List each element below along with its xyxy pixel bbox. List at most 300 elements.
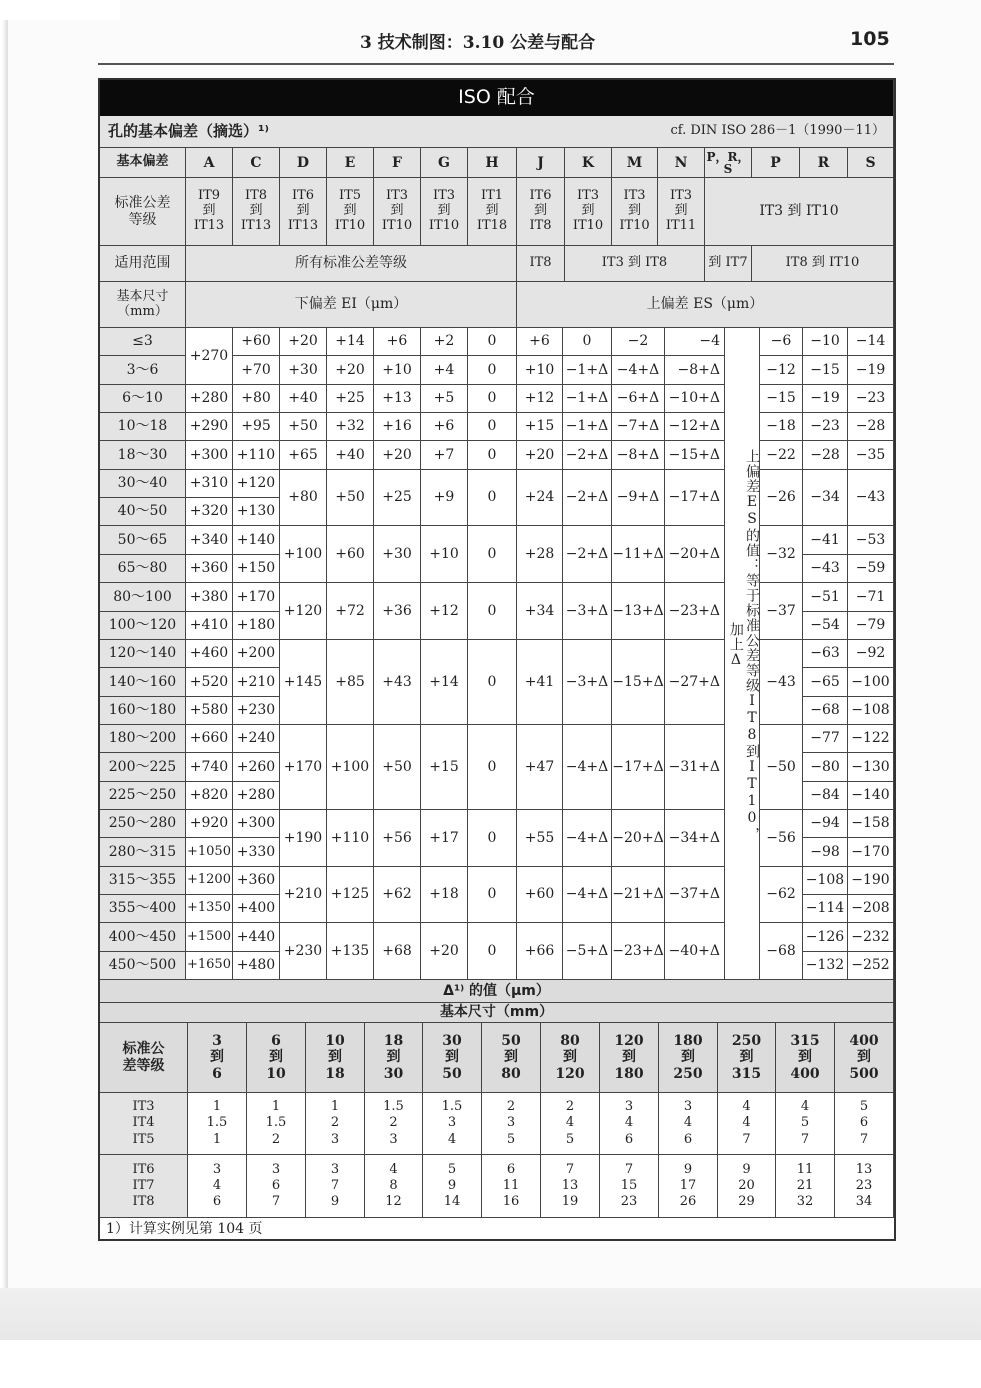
value-cell-R: −23	[803, 413, 848, 441]
delta-value: 2 3 5	[482, 1093, 541, 1155]
value-cell-S: −53	[848, 526, 894, 555]
delta-title: Δ¹⁾ 的值（μm）	[100, 980, 894, 1003]
value-cell-M: −9+Δ	[612, 470, 665, 526]
value-cell-A: +360	[186, 555, 233, 583]
value-cell-S: −108	[848, 697, 894, 725]
value-cell-G: +15	[421, 725, 468, 810]
value-cell-A: +380	[186, 583, 233, 612]
tolerance-grade-cell: IT6 到 IT13	[280, 178, 327, 246]
delta-value: 4 5 7	[776, 1093, 835, 1155]
value-cell-A: +460	[186, 640, 233, 668]
value-cell-H: 0	[468, 356, 517, 385]
value-cell-C: +70	[233, 356, 280, 385]
size-cell: 100～120	[100, 612, 186, 640]
value-cell-A: +1050	[186, 838, 233, 867]
value-cell-C: +360	[233, 867, 280, 895]
value-cell-R: −65	[803, 668, 848, 697]
value-cell-R: −126	[803, 923, 848, 952]
value-cell-R: −94	[803, 810, 848, 838]
size-cell: 3～6	[100, 356, 186, 385]
value-cell-D: +210	[280, 867, 327, 923]
value-cell-A: +580	[186, 697, 233, 725]
value-cell-M: −11+Δ	[612, 526, 665, 583]
value-cell-S: −158	[848, 810, 894, 838]
value-cell-G: +6	[421, 413, 468, 441]
value-cell-D: +65	[280, 441, 327, 470]
value-cell-A: +300	[186, 441, 233, 470]
value-cell-F: +50	[374, 725, 421, 810]
value-cell-K: −1+Δ	[563, 356, 612, 385]
delta-value: 7 15 23	[600, 1155, 659, 1218]
scan-margin-bottom	[0, 1340, 981, 1388]
value-cell-K: −2+Δ	[563, 470, 612, 526]
value-cell-R: −108	[803, 867, 848, 895]
size-cell: 355～400	[100, 895, 186, 923]
col-header: J	[517, 148, 565, 178]
value-cell-J: +24	[517, 470, 563, 526]
size-cell: 6～10	[100, 385, 186, 413]
value-cell-S: −43	[848, 470, 894, 526]
value-cell-F: +43	[374, 640, 421, 725]
delta-value: 11 21 32	[776, 1155, 835, 1218]
value-cell-F: +20	[374, 441, 421, 470]
value-cell-C: +95	[233, 413, 280, 441]
tolerance-grade-cell: IT3 到 IT10	[565, 178, 612, 246]
value-cell-A: +320	[186, 498, 233, 526]
value-cell-S: −19	[848, 356, 894, 385]
delta-value: 1.5 2 3	[365, 1093, 423, 1155]
value-cell-C: +280	[233, 782, 280, 810]
value-cell-C: +130	[233, 498, 280, 526]
value-cell-J: +66	[517, 923, 563, 980]
size-cell: 80～100	[100, 583, 186, 612]
size-cell: 280～315	[100, 838, 186, 867]
delta-value: 9 17 26	[659, 1155, 718, 1218]
size-cell: 140～160	[100, 668, 186, 697]
value-cell-S: −100	[848, 668, 894, 697]
value-cell-K: −4+Δ	[563, 810, 612, 867]
delta-range-header: 30 到 50	[423, 1023, 482, 1093]
value-cell-C: +140	[233, 526, 280, 555]
value-cell-E: +50	[327, 470, 374, 526]
value-cell-F: +10	[374, 356, 421, 385]
lower-deviation-header: 下偏差 EI（μm）	[186, 282, 517, 328]
value-cell-C: +400	[233, 895, 280, 923]
value-cell-R: −63	[803, 640, 848, 668]
value-cell-P: −6	[760, 328, 803, 356]
subtitle-left: 孔的基本偏差（摘选）¹⁾	[108, 121, 269, 140]
size-cell: 400～450	[100, 923, 186, 952]
value-cell-F: +36	[374, 583, 421, 640]
value-cell-R: −68	[803, 697, 848, 725]
tolerance-grade-cell: IT3 到 IT10	[612, 178, 658, 246]
col-header: S	[848, 148, 894, 178]
value-cell-R: −98	[803, 838, 848, 867]
value-cell-C: +200	[233, 640, 280, 668]
value-cell-J: +47	[517, 725, 563, 810]
value-cell-P: −37	[760, 583, 803, 640]
value-cell-N: −27+Δ	[665, 640, 725, 725]
col-header: R	[800, 148, 848, 178]
value-cell-G: +20	[421, 923, 468, 980]
value-cell-S: −252	[848, 952, 894, 980]
value-cell-E: +110	[327, 810, 374, 867]
value-cell-R: −41	[803, 526, 848, 555]
value-cell-A: +310	[186, 470, 233, 498]
value-cell-A: +1500	[186, 923, 233, 952]
value-cell-N: −40+Δ	[665, 923, 725, 980]
value-cell-A: +410	[186, 612, 233, 640]
value-cell-C: +170	[233, 583, 280, 612]
value-cell-P: −12	[760, 356, 803, 385]
delta-range-header: 400 到 500	[835, 1023, 894, 1093]
delta-range-header: 180 到 250	[659, 1023, 718, 1093]
value-cell-G: +4	[421, 356, 468, 385]
size-cell: 30～40	[100, 470, 186, 498]
upper-deviation-header: 上偏差 ES（μm）	[517, 282, 894, 328]
value-cell-E: +40	[327, 441, 374, 470]
range-kmn: IT3 到 IT8	[565, 246, 705, 282]
value-cell-C: +240	[233, 725, 280, 753]
col-header: A	[186, 148, 233, 178]
value-cell-J: +55	[517, 810, 563, 867]
value-cell-M: −6+Δ	[612, 385, 665, 413]
value-cell-R: −132	[803, 952, 848, 980]
value-cell-D: +40	[280, 385, 327, 413]
tolerance-grade-cell: IT3 到 IT10	[374, 178, 421, 246]
value-cell-N: −17+Δ	[665, 470, 725, 526]
delta-value: 4 8 12	[365, 1155, 423, 1218]
value-cell-S: −122	[848, 725, 894, 753]
delta-value: 9 20 29	[718, 1155, 776, 1218]
value-cell-N: −4	[665, 328, 725, 356]
value-cell-A: +820	[186, 782, 233, 810]
subtitle-right: cf. DIN ISO 286－1（1990－11）	[670, 123, 885, 139]
value-cell-H: 0	[468, 328, 517, 356]
value-cell-P: −43	[760, 640, 803, 725]
value-cell-R: −10	[803, 328, 848, 356]
value-cell-E: +60	[327, 526, 374, 583]
value-cell-R: −28	[803, 441, 848, 470]
value-cell-A: +290	[186, 413, 233, 441]
value-cell-A: +920	[186, 810, 233, 838]
value-cell-M: −4+Δ	[612, 356, 665, 385]
value-cell-G: +9	[421, 470, 468, 526]
value-cell-A: +1650	[186, 952, 233, 980]
value-cell-J: +20	[517, 441, 563, 470]
size-cell: 10～18	[100, 413, 186, 441]
value-cell-S: −190	[848, 867, 894, 895]
value-cell-C: +150	[233, 555, 280, 583]
delta-value: 3 4 6	[600, 1093, 659, 1155]
value-cell-K: −3+Δ	[563, 640, 612, 725]
value-cell-R: −15	[803, 356, 848, 385]
col-header: P	[752, 148, 800, 178]
delta-value: 7 13 19	[541, 1155, 600, 1218]
row-label-tolerance-grade: 标准公差等级	[100, 178, 186, 246]
row-label-basic-deviation: 基本偏差	[100, 148, 186, 178]
value-cell-D: +50	[280, 413, 327, 441]
value-cell-R: −84	[803, 782, 848, 810]
value-cell-M: −13+Δ	[612, 583, 665, 640]
size-cell: 120～140	[100, 640, 186, 668]
value-cell-P: −68	[760, 923, 803, 980]
delta-value: 3 4 6	[188, 1155, 247, 1218]
col-header: N	[658, 148, 705, 178]
value-cell-C: +60	[233, 328, 280, 356]
value-cell-J: +12	[517, 385, 563, 413]
delta-value: 6 11 16	[482, 1155, 541, 1218]
value-cell-P: −22	[760, 441, 803, 470]
value-cell-G: +14	[421, 640, 468, 725]
value-cell-N: −20+Δ	[665, 526, 725, 583]
value-cell-D: +80	[280, 470, 327, 526]
value-cell-D: +170	[280, 725, 327, 810]
tolerance-grade-cell: IT3 到 IT11	[658, 178, 705, 246]
scan-shadow	[0, 1288, 981, 1340]
value-cell-G: +17	[421, 810, 468, 867]
size-cell: 315～355	[100, 867, 186, 895]
range-all: 所有标准公差等级	[186, 246, 517, 282]
delta-group2-label: IT6 IT7 IT8	[100, 1155, 188, 1218]
value-cell-F: +62	[374, 867, 421, 923]
value-cell-H: 0	[468, 923, 517, 980]
value-cell-N: −8+Δ	[665, 356, 725, 385]
value-cell-N: −23+Δ	[665, 583, 725, 640]
col-header: H	[468, 148, 517, 178]
delta-value: 1.5 3 4	[423, 1093, 482, 1155]
value-cell-A: +280	[186, 385, 233, 413]
value-cell-P: −62	[760, 867, 803, 923]
row-label-range: 适用范围	[100, 246, 186, 282]
delta-range-header: 18 到 30	[365, 1023, 423, 1093]
size-cell: 18～30	[100, 441, 186, 470]
delta-range-header: 6 到 10	[247, 1023, 306, 1093]
delta-value: 3 6 7	[247, 1155, 306, 1218]
tolerance-grade-cell: IT3 到 IT10	[421, 178, 468, 246]
value-cell-R: −114	[803, 895, 848, 923]
value-cell-P: −32	[760, 526, 803, 583]
value-cell-N: −31+Δ	[665, 725, 725, 810]
value-cell-M: −21+Δ	[612, 867, 665, 923]
value-cell-G: +10	[421, 526, 468, 583]
value-cell-C: +110	[233, 441, 280, 470]
value-cell-K: −2+Δ	[563, 526, 612, 583]
delta-range-header: 315 到 400	[776, 1023, 835, 1093]
value-cell-A: +740	[186, 753, 233, 782]
table-title: ISO 配合	[100, 80, 894, 116]
value-cell-C: +230	[233, 697, 280, 725]
delta-value: 1 2 3	[306, 1093, 365, 1155]
value-cell-K: −4+Δ	[563, 867, 612, 923]
value-cell-F: +16	[374, 413, 421, 441]
value-cell-E: +32	[327, 413, 374, 441]
value-cell-K: −3+Δ	[563, 583, 612, 640]
delta-value: 1 1.5 1	[188, 1093, 247, 1155]
value-cell-S: −59	[848, 555, 894, 583]
value-cell-D: +190	[280, 810, 327, 867]
value-cell-S: −23	[848, 385, 894, 413]
value-cell-G: +12	[421, 583, 468, 640]
value-cell-E: +85	[327, 640, 374, 725]
value-cell-F: +13	[374, 385, 421, 413]
value-cell-S: −92	[848, 640, 894, 668]
value-cell-H: 0	[468, 583, 517, 640]
delta-range-header: 10 到 18	[306, 1023, 365, 1093]
size-cell: 50～65	[100, 526, 186, 555]
value-cell-C: +260	[233, 753, 280, 782]
value-cell-H: 0	[468, 526, 517, 583]
value-cell-A: +520	[186, 668, 233, 697]
value-cell-C: +480	[233, 952, 280, 980]
value-cell-J: +41	[517, 640, 563, 725]
size-cell: ≤3	[100, 328, 186, 356]
value-cell-J: +60	[517, 867, 563, 923]
value-cell-H: 0	[468, 810, 517, 867]
size-cell: 200～225	[100, 753, 186, 782]
value-cell-H: 0	[468, 413, 517, 441]
section-header: 3 技术制图：3.10 公差与配合	[360, 33, 596, 53]
value-cell-M: −7+Δ	[612, 413, 665, 441]
col-header: P，R，S	[705, 148, 752, 178]
value-cell-J: +6	[517, 328, 563, 356]
delta-range-header: 80 到 120	[541, 1023, 600, 1093]
value-cell-J: +34	[517, 583, 563, 640]
delta-value: 5 9 14	[423, 1155, 482, 1218]
size-cell: 250～280	[100, 810, 186, 838]
value-cell-R: −80	[803, 753, 848, 782]
value-cell-N: −34+Δ	[665, 810, 725, 867]
col-header: F	[374, 148, 421, 178]
size-cell: 180～200	[100, 725, 186, 753]
value-cell-G: +5	[421, 385, 468, 413]
value-cell-K: −2+Δ	[563, 441, 612, 470]
value-cell-H: 0	[468, 867, 517, 923]
value-cell-K: 0	[563, 328, 612, 356]
value-cell-E: +100	[327, 725, 374, 810]
value-cell-E: +20	[327, 356, 374, 385]
footnote: 1）计算实例见第 104 页	[100, 1218, 894, 1240]
tolerance-grade-cell: IT8 到 IT13	[233, 178, 280, 246]
value-cell-H: 0	[468, 725, 517, 810]
value-cell-S: −14	[848, 328, 894, 356]
value-cell-C: +330	[233, 838, 280, 867]
value-cell-S: −170	[848, 838, 894, 867]
value-cell-R: −54	[803, 612, 848, 640]
value-cell-M: −20+Δ	[612, 810, 665, 867]
delta-value: 2 4 5	[541, 1093, 600, 1155]
value-cell-D: +100	[280, 526, 327, 583]
range-j: IT8	[517, 246, 565, 282]
col-header: D	[280, 148, 327, 178]
delta-range-header: 50 到 80	[482, 1023, 541, 1093]
value-cell-S: −130	[848, 753, 894, 782]
delta-group1-label: IT3 IT4 IT5	[100, 1093, 188, 1155]
value-cell-A: +270	[186, 328, 233, 385]
value-cell-K: −1+Δ	[563, 385, 612, 413]
value-cell-R: −43	[803, 555, 848, 583]
tolerance-grade-cell: IT5 到 IT10	[327, 178, 374, 246]
col-header: E	[327, 148, 374, 178]
value-cell-K: −5+Δ	[563, 923, 612, 980]
size-cell: 160～180	[100, 697, 186, 725]
value-cell-D: +30	[280, 356, 327, 385]
value-cell-A: +1200	[186, 867, 233, 895]
value-cell-F: +30	[374, 526, 421, 583]
value-cell-P: −18	[760, 413, 803, 441]
value-cell-C: +440	[233, 923, 280, 952]
value-cell-E: +135	[327, 923, 374, 980]
value-cell-R: −51	[803, 583, 848, 612]
value-cell-A: +660	[186, 725, 233, 753]
delta-range-header: 250 到 315	[718, 1023, 776, 1093]
value-cell-E: +125	[327, 867, 374, 923]
value-cell-M: −23+Δ	[612, 923, 665, 980]
value-cell-M: −8+Δ	[612, 441, 665, 470]
value-cell-K: −1+Δ	[563, 413, 612, 441]
range-prs-right: IT8 到 IT10	[752, 246, 894, 282]
value-cell-M: −15+Δ	[612, 640, 665, 725]
range-prs: 到 IT7	[705, 246, 752, 282]
value-cell-D: +20	[280, 328, 327, 356]
value-cell-A: +1350	[186, 895, 233, 923]
value-cell-S: −140	[848, 782, 894, 810]
value-cell-D: +145	[280, 640, 327, 725]
size-cell: 65～80	[100, 555, 186, 583]
delta-value: 3 7 9	[306, 1155, 365, 1218]
col-header: C	[233, 148, 280, 178]
header-rule	[98, 63, 894, 65]
tolerance-grade-cell: IT9 到 IT13	[186, 178, 233, 246]
value-cell-P: −50	[760, 725, 803, 810]
value-cell-F: +25	[374, 470, 421, 526]
value-cell-P: −15	[760, 385, 803, 413]
delta-value: 13 23 34	[835, 1155, 894, 1218]
delta-subtitle: 基本尺寸（mm）	[100, 1003, 894, 1023]
value-cell-R: −77	[803, 725, 848, 753]
value-cell-F: +56	[374, 810, 421, 867]
value-cell-H: 0	[468, 385, 517, 413]
delta-range-header: 3 到 6	[188, 1023, 247, 1093]
value-cell-N: −15+Δ	[665, 441, 725, 470]
tolerance-grade-prs: IT3 到 IT10	[705, 178, 894, 246]
value-cell-C: +180	[233, 612, 280, 640]
value-cell-M: −2	[612, 328, 665, 356]
table-subtitle	[100, 116, 894, 148]
prs-note-text: 上偏差ES的值：等于标准公差等级IT8到IT10，加上Δ	[727, 449, 760, 842]
value-cell-D: +230	[280, 923, 327, 980]
value-cell-N: −10+Δ	[665, 385, 725, 413]
value-cell-P: −56	[760, 810, 803, 867]
value-cell-M: −17+Δ	[612, 725, 665, 810]
value-cell-F: +6	[374, 328, 421, 356]
value-cell-E: +14	[327, 328, 374, 356]
value-cell-J: +28	[517, 526, 563, 583]
delta-value: 1 1.5 2	[247, 1093, 306, 1155]
value-cell-E: +25	[327, 385, 374, 413]
value-cell-H: 0	[468, 470, 517, 526]
value-cell-S: −28	[848, 413, 894, 441]
value-cell-F: +68	[374, 923, 421, 980]
value-cell-P: −26	[760, 470, 803, 526]
tolerance-grade-cell: IT1 到 IT18	[468, 178, 517, 246]
value-cell-N: −12+Δ	[665, 413, 725, 441]
scan-margin	[0, 0, 120, 20]
delta-value: 3 4 6	[659, 1093, 718, 1155]
value-cell-S: −35	[848, 441, 894, 470]
value-cell-R: −19	[803, 385, 848, 413]
col-header: M	[612, 148, 658, 178]
